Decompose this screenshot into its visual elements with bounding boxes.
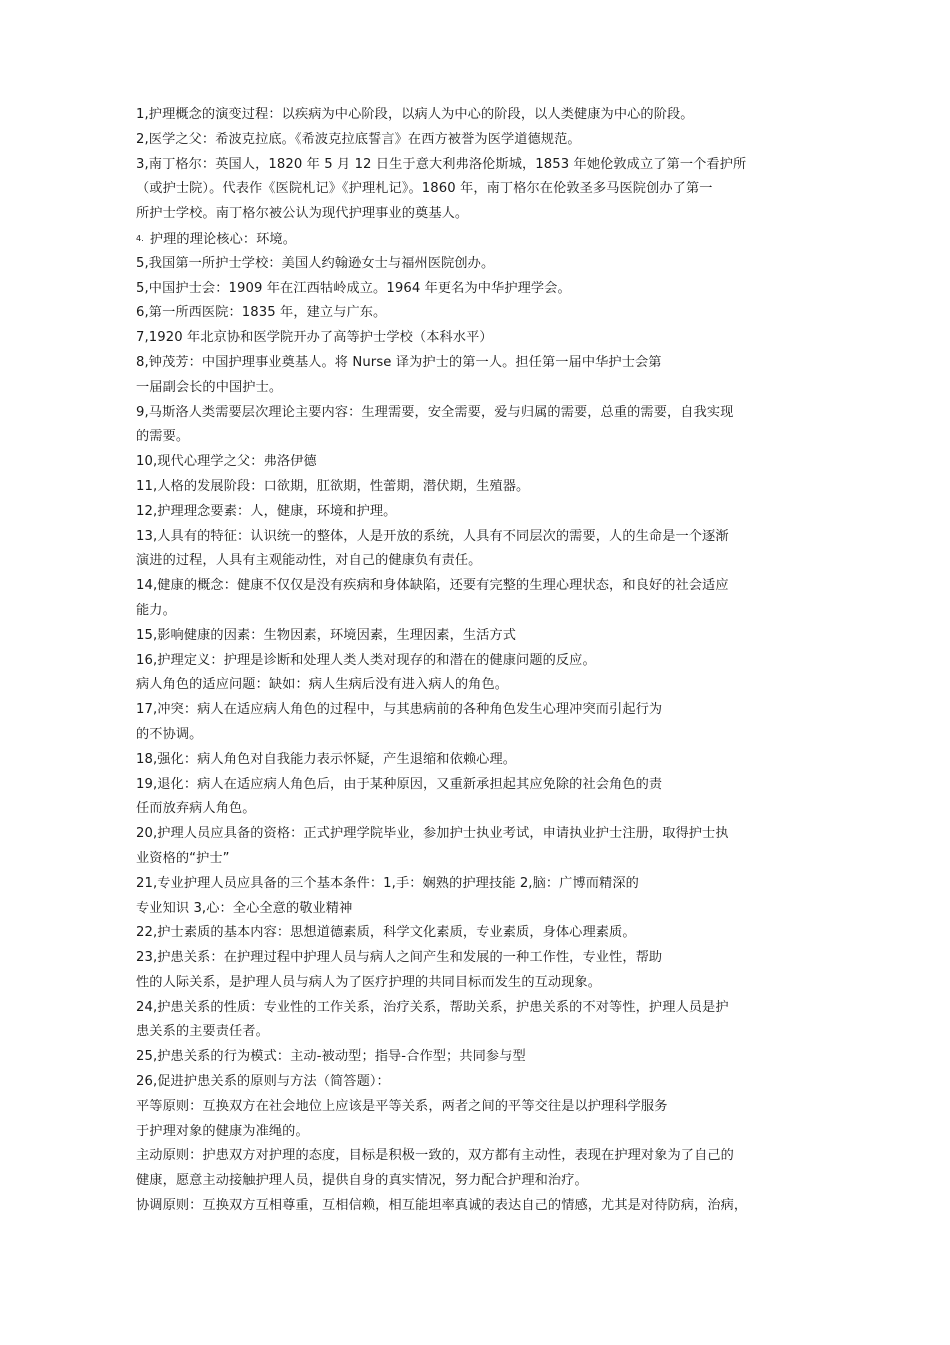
text-line: 一届副会长的中国护士。 [136,379,283,395]
text-line: 10,现代心理学之父：弗洛伊德 [136,454,317,470]
text-line: 演进的过程，人具有主观能动性，对自己的健康负有责任。 [136,553,482,569]
text-line: 能力。 [136,602,176,618]
text-line: 18,强化：病人角色对自我能力表示怀疑，产生退缩和依赖心理。 [136,751,517,767]
text-line: 19,退化：病人在适应病人角色后，由于某种原因，又重新承担起其应免除的社会角色的责 [136,776,663,792]
text-line: 主动原则：护患双方对护理的态度，目标是积极一致的，双方都有主动性，表现在护理对象为了自己的 [136,1148,734,1164]
document-text-body [136,103,826,1244]
text-line: 15,影响健康的因素：生物因素，环境因素，生理因素，生活方式 [136,627,517,643]
text-line: 5,我国第一所护士学校：美国人约翰逊女士与福州医院创办。 [136,255,495,271]
text-line: 6,第一所西医院：1835 年，建立与广东。 [136,305,387,321]
text-line: 的不协调。 [136,726,203,742]
text-line: 任而放弃病人角色。 [136,801,256,817]
text-line: 13,人具有的特征：认识统一的整体，人是开放的系统，人具有不同层次的需要，人的生命是一个逐渐 [136,528,729,544]
text-line: 25,护患关系的行为模式：主动-被动型；指导-合作型；共同参与型 [136,1049,526,1065]
text-line [136,1219,826,1244]
text-line: 平等原则：互换双方在社会地位上应该是平等关系，两者之间的平等交往是以护理科学服务 [136,1098,668,1114]
text-line: 病人角色的适应问题：缺如：病人生病后没有进入病人的角色。 [136,677,509,693]
text-line: 患关系的主要责任者。 [136,1024,269,1040]
text-line: 21,专业护理人员应具备的三个基本条件：1,手：娴熟的护理技能 2,脑：广博而精深的 [136,875,639,891]
text-line: 16,护理定义：护理是诊断和处理人类人类对现存的和潜在的健康问题的反应。 [136,652,596,668]
text-line: 1,护理概念的演变过程：以疾病为中心阶段，以病人为中心的阶段，以人类健康为中心的阶段。 [136,107,694,122]
text-line: （或护士院）。代表作《医院札记》《护理札记》。1860 年，南丁格尔在伦敦圣多马医院创办了第一 [136,181,713,197]
text-line: 26,促进护患关系的原则与方法（简答题）： [136,1074,390,1090]
text-line-content: 护理的理论核心：环境。 [149,231,297,247]
text-line: 专业知识 3,心：全心全意的敬业精神 [136,900,353,916]
text-line: 2,医学之父：希波克拉底。《希波克拉底誓言》在西方被誉为医学道德规范。 [136,131,581,147]
text-line: 17,冲突：病人在适应病人角色的过程中，与其患病前的各种角色发生心理冲突而引起行为 [136,702,663,718]
text-line: 22,护士素质的基本内容：思想道德素质，科学文化素质，专业素质，身体心理素质。 [136,925,636,941]
text-line: 24,护患关系的性质：专业性的工作关系，治疗关系，帮助关系，护患关系的不对等性，护理人员是护 [136,999,729,1015]
text-line: 性的人际关系，是护理人员与病人为了医疗护理的共同目标而发生的互动现象。 [136,974,602,990]
text-line: 8,钟茂芳：中国护理事业奠基人。将 Nurse 译为护士的第一人。担任第一届中华护士会第 [136,354,662,370]
text-line: 于护理对象的健康为准绳的。 [136,1123,309,1139]
text-line: 23,护患关系：在护理过程中护理人员与病人之间产生和发展的一种工作性，专业性，帮助 [136,950,663,966]
item-marker: 4. [136,233,144,243]
text-line: 3,南丁格尔：英国人，1820 年 5 月 12 日生于意大利弗洛伦斯城，1853 年她伦敦成立了第一个看护所 [136,156,747,172]
text-line: 所护士学校。南丁格尔被公认为现代护理事业的奠基人。 [136,206,469,222]
text-line: 5,中国护士会：1909 年在江西牯岭成立。1964 年更名为中华护理学会。 [136,280,571,296]
text-line: 的需要。 [136,429,190,445]
text-line: 14,健康的概念：健康不仅仅是没有疾病和身体缺陷，还要有完整的生理心理状态，和良好的社会适应 [136,578,729,594]
text-line: 业资格的“护士” [136,850,230,866]
text-line: 协调原则：互换双方互相尊重，互相信赖，相互能坦率真诚的表达自己的情感，尤其是对待防病，治病， [136,1198,748,1214]
text-line: 健康，愿意主动接触护理人员，提供自身的真实情况，努力配合护理和治疗。 [136,1173,588,1189]
text-line: 11,人格的发展阶段：口欲期，肛欲期，性蕾期，潜伏期，生殖器。 [136,478,530,494]
text-line: 20,护理人员应具备的资格：正式护理学院毕业，参加护士执业考试，申请执业护士注册，取得护士执 [136,826,729,842]
text-line: 12,护理理念要素：人，健康，环境和护理。 [136,503,397,519]
text-line: 9,马斯洛人类需要层次理论主要内容：生理需要，安全需要，爱与归属的需要，总重的需要，自我实现 [136,404,734,420]
text-line [136,227,826,252]
text-line: 7,1920 年北京协和医学院开办了高等护士学校（本科水平） [136,330,493,346]
